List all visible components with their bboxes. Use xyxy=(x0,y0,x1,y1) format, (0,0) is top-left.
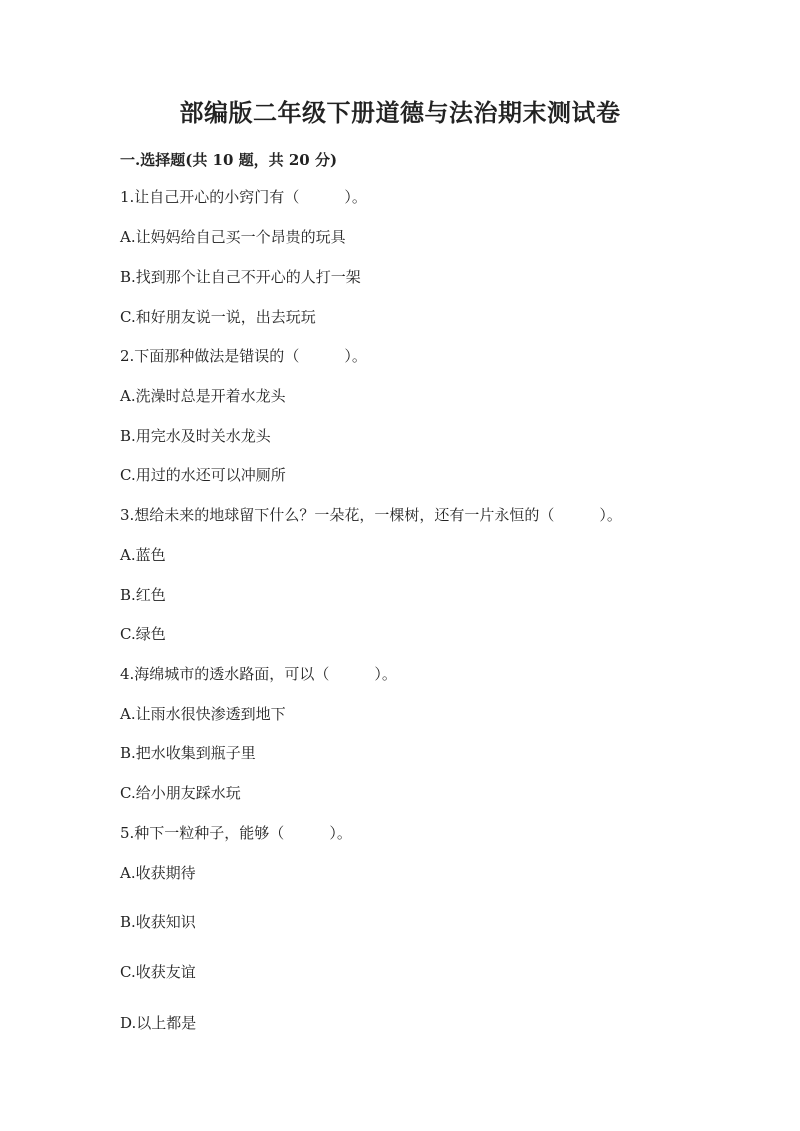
question-2-stem: 2.下面那种做法是错误的（ ）。 xyxy=(120,347,367,365)
question-3-option-a: A.蓝色 xyxy=(120,546,166,564)
question-5-option-b: B.收获知识 xyxy=(120,913,196,931)
question-2-option-a: A.洗澡时总是开着水龙头 xyxy=(120,387,286,405)
question-2-option-b: B.用完水及时关水龙头 xyxy=(120,427,271,445)
question-5-stem: 5.种下一粒种子，能够（ ）。 xyxy=(120,824,352,842)
question-1-stem: 1.让自己开心的小窍门有（ ）。 xyxy=(120,188,367,206)
question-3-option-c: C.绿色 xyxy=(120,625,166,643)
question-5-option-d: D.以上都是 xyxy=(120,1014,197,1032)
question-4-option-c: C.给小朋友踩水玩 xyxy=(120,784,241,802)
question-1-option-a: A.让妈妈给自己买一个昂贵的玩具 xyxy=(120,228,346,246)
question-3-stem: 3.想给未来的地球留下什么？一朵花，一棵树，还有一片永恒的（ ）。 xyxy=(120,506,622,524)
question-5-option-c: C.收获友谊 xyxy=(120,963,196,981)
page-title: 部编版二年级下册道德与法治期末测试卷 xyxy=(179,98,621,127)
question-4-stem: 4.海绵城市的透水路面，可以（ ）。 xyxy=(120,665,397,683)
question-1-option-c: C.和好朋友说一说，出去玩玩 xyxy=(120,308,316,326)
section-heading: 一.选择题(共 10 题，共 20 分) xyxy=(120,151,338,169)
question-5-option-a: A.收获期待 xyxy=(120,864,196,882)
question-2-option-c: C.用过的水还可以冲厕所 xyxy=(120,466,286,484)
question-4-option-a: A.让雨水很快渗透到地下 xyxy=(120,705,286,723)
question-1-option-b: B.找到那个让自己不开心的人打一架 xyxy=(120,268,361,286)
question-4-option-b: B.把水收集到瓶子里 xyxy=(120,744,256,762)
question-3-option-b: B.红色 xyxy=(120,586,166,604)
